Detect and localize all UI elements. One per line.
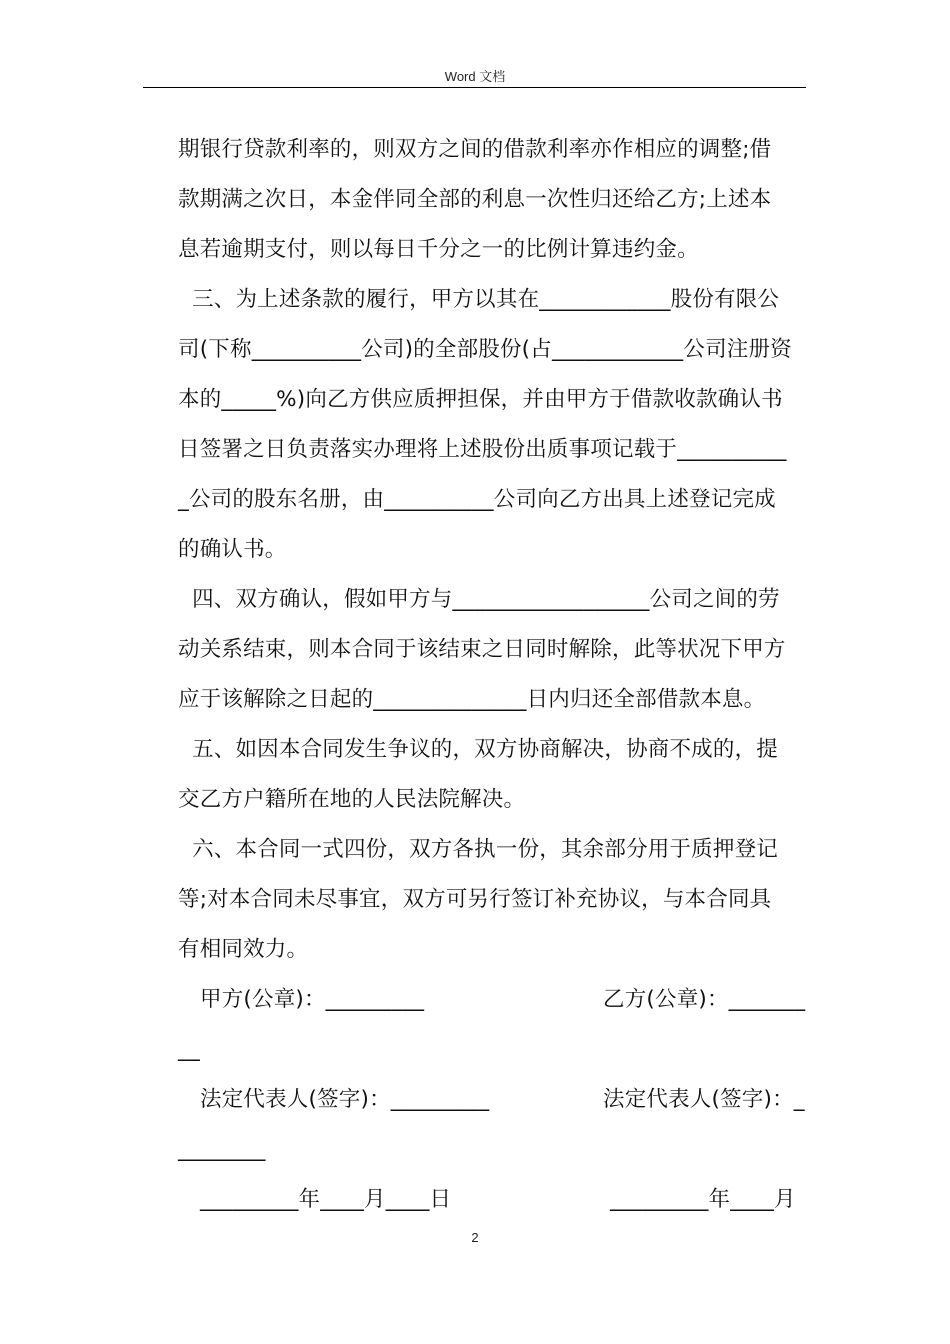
body-line: _公司的股东名册，由__________公司向乙方出具上述登记完成 — [178, 487, 776, 512]
body-line: 应于该解除之日起的______________日内归还全部借款本息。 — [178, 687, 766, 712]
body-line: 五、如因本合同发生争议的，双方协商解决，协商不成的，提 — [178, 737, 778, 762]
party-a-date: _________年____月____日 — [200, 1187, 452, 1212]
body-line: 有相同效力。 — [178, 937, 309, 962]
body-line: 款期满之次日，本金伴同全部的利息一次性归还给乙方;上述本 — [178, 187, 772, 212]
body-line: 四、双方确认，假如甲方与__________________公司之间的劳 — [178, 587, 780, 612]
party-b-seal: 乙方(公章)：_______ — [603, 987, 806, 1012]
party-b-date: _________年____月 — [610, 1187, 796, 1212]
party-b-seal-continued: __ — [178, 1037, 200, 1062]
body-line: 交乙方户籍所在地的人民法院解决。 — [178, 787, 526, 812]
body-line: 息若逾期支付，则以每日千分之一的比例计算违约金。 — [178, 237, 699, 262]
body-line: 司(下称__________公司)的全部股份(占____________公司注册资 — [178, 337, 792, 362]
header-divider — [143, 87, 806, 88]
body-line: 期银行贷款利率的，则双方之间的借款利率亦作相应的调整;借 — [178, 137, 772, 162]
party-b-representative: 法定代表人(签字)：_ — [603, 1087, 805, 1112]
page-header: Word 文档 — [444, 69, 506, 84]
body-line: 三、为上述条款的履行，甲方以其在____________股份有限公 — [178, 287, 780, 312]
body-line: 六、本合同一式四份，双方各执一份，其余部分用于质押登记 — [178, 837, 778, 862]
body-line: 动关系结束，则本合同于该结束之日同时解除，此等状况下甲方 — [178, 637, 786, 662]
party-a-seal: 甲方(公章)：_________ — [200, 987, 425, 1012]
body-line: 本的_____%)向乙方供应质押担保，并由甲方于借款收款确认书 — [178, 387, 783, 412]
party-b-representative-continued: ________ — [178, 1137, 266, 1162]
body-line: 等;对本合同未尽事宜，双方可另行签订补充协议，与本合同具 — [178, 887, 772, 912]
page-number: 2 — [471, 1230, 479, 1245]
body-line: 的确认书。 — [178, 537, 287, 562]
party-a-representative: 法定代表人(签字)：_________ — [200, 1087, 490, 1112]
body-line: 日签署之日负责落实办理将上述股份出质事项记载于__________ — [178, 437, 787, 462]
